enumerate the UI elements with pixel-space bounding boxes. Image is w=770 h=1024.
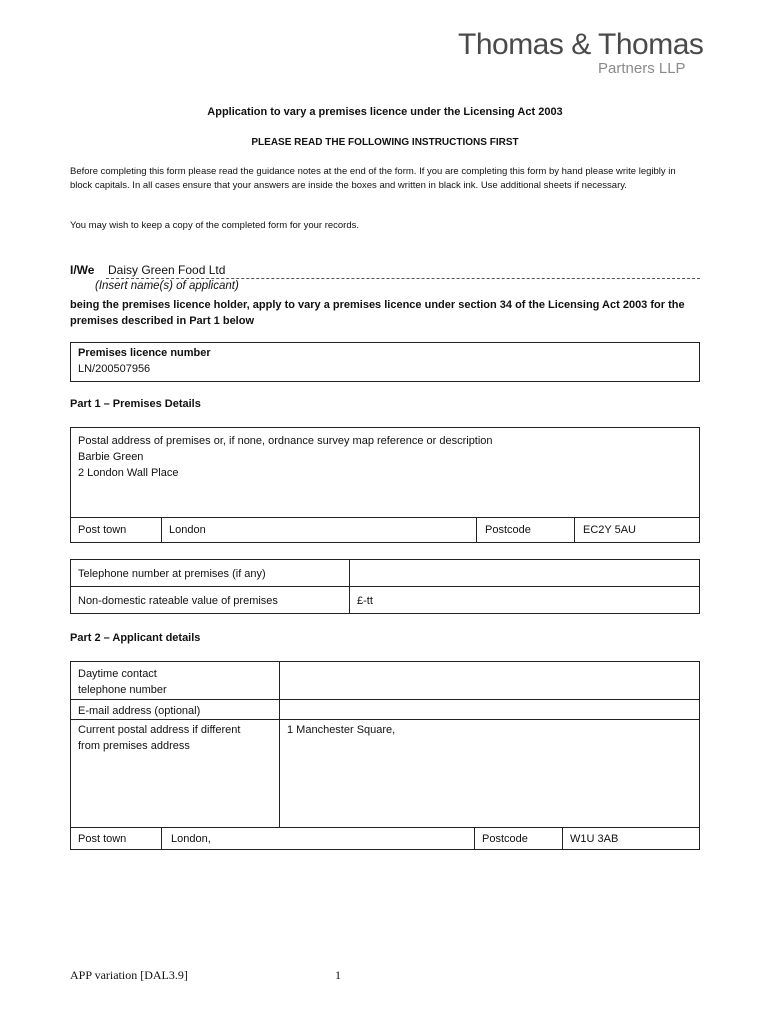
premises-address-line1[interactable]: Barbie Green: [78, 451, 144, 463]
part2-heading: Part 2 – Applicant details: [70, 632, 201, 644]
email-label: E-mail address (optional): [78, 705, 201, 717]
logo-main-text: Thomas & Thomas: [458, 28, 704, 61]
divider: [70, 586, 700, 587]
postal-address-field[interactable]: 1 Manchester Square,: [287, 724, 396, 736]
divider: [574, 517, 575, 543]
telephone-field[interactable]: [357, 566, 692, 582]
divider: [70, 827, 700, 828]
divider: [70, 517, 700, 518]
applicant-post-town-field[interactable]: London,: [171, 833, 211, 845]
premises-address-line2[interactable]: 2 London Wall Place: [78, 467, 179, 479]
postcode-field[interactable]: EC2Y 5AU: [583, 524, 636, 536]
form-title: Application to vary a premises licence under the Licensing Act 2003: [207, 106, 563, 118]
declaration-text: being the premises licence holder, apply to vary a premises licence under section 34 of the Licensing Act 2003 for the premises described in Part 1 below: [70, 299, 685, 327]
rateable-value-label: Non-domestic rateable value of premises: [78, 595, 278, 607]
licence-number-label: Premises licence number: [78, 347, 211, 359]
divider: [161, 827, 162, 850]
instructions-text: Before completing this form please read the guidance notes at the end of the form. If you are completing this form by hand please write legibly in block capitals. In all cases ensure that your answers are inside the boxes and written in black ink. Use additional sheets if necessary.: [70, 166, 676, 191]
page-number: 1: [335, 968, 341, 982]
daytime-phone-label-line1: Daytime contact: [78, 668, 157, 680]
divider: [562, 827, 563, 850]
divider: [349, 559, 350, 614]
post-town-label: Post town: [78, 524, 127, 536]
postcode-label: Postcode: [485, 524, 531, 536]
applicant-post-town-label: Post town: [78, 833, 127, 845]
footer-reference: APP variation [DAL3.9]: [70, 968, 188, 982]
applicant-hint: (Insert name(s) of applicant): [95, 280, 239, 292]
postal-address-label-line2: from premises address: [78, 740, 190, 752]
applicant-name-field[interactable]: Daisy Green Food Ltd: [108, 263, 226, 277]
divider: [70, 699, 700, 700]
telephone-label: Telephone number at premises (if any): [78, 568, 266, 580]
applicant-label: I/We: [70, 263, 95, 277]
rateable-value-field[interactable]: £-tt: [357, 595, 373, 607]
divider: [474, 827, 475, 850]
postal-address-label-line1: Current postal address if different: [78, 724, 241, 736]
instructions-heading: PLEASE READ THE FOLLOWING INSTRUCTIONS FIRST: [251, 137, 519, 148]
divider: [161, 517, 162, 543]
divider: [476, 517, 477, 543]
premises-address-label: Postal address of premises or, if none, ordnance survey map reference or description: [78, 435, 493, 447]
post-town-field[interactable]: London: [169, 524, 206, 536]
logo-subtitle: Partners LLP: [598, 60, 686, 77]
company-logo: [458, 28, 703, 62]
applicant-underline: [106, 278, 700, 279]
email-field[interactable]: [287, 703, 692, 717]
divider: [279, 661, 280, 827]
daytime-phone-label-line2: telephone number: [78, 684, 167, 696]
divider: [70, 719, 700, 720]
part1-heading: Part 1 – Premises Details: [70, 398, 201, 410]
copy-note: You may wish to keep a copy of the completed form for your records.: [70, 220, 360, 231]
applicant-postcode-field[interactable]: W1U 3AB: [570, 833, 619, 845]
applicant-postcode-label: Postcode: [482, 833, 528, 845]
daytime-phone-field[interactable]: [287, 666, 692, 682]
licence-number-field[interactable]: LN/200507956: [78, 363, 151, 375]
